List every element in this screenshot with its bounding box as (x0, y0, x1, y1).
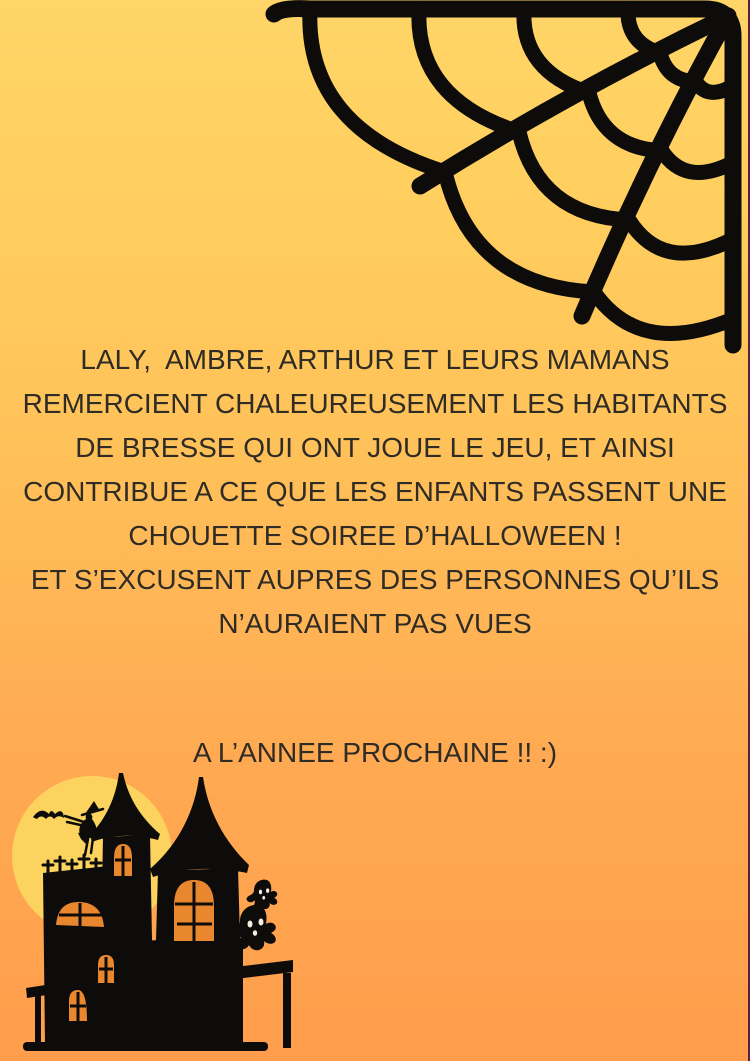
haunted-house-icon (0, 761, 300, 1061)
message-line: ET S’EXCUSENT AUPRES DES PERSONNES QU’ILS (30, 564, 720, 595)
closing-line: A L’ANNEE PROCHAINE !! :) (192, 737, 558, 768)
message-line: DE BRESSE QUI ONT JOUE LE JEU, ET AINSI (75, 432, 675, 463)
spider-web-icon (250, 0, 750, 360)
message-line: N’AURAIENT PAS VUES (218, 608, 532, 639)
message-line: CHOUETTE SOIREE D’HALLOWEEN ! (128, 520, 622, 551)
message-line: LALY, AMBRE, ARTHUR ET LEURS MAMANS (80, 344, 670, 375)
message-block (0, 338, 750, 646)
message-line: REMERCIENT CHALEUREUSEMENT LES HABITANTS (22, 388, 728, 419)
message-line: CONTRIBUE A CE QUE LES ENFANTS PASSENT UNE (23, 476, 727, 507)
house-step (55, 1033, 235, 1043)
ground-bar (23, 1042, 268, 1051)
